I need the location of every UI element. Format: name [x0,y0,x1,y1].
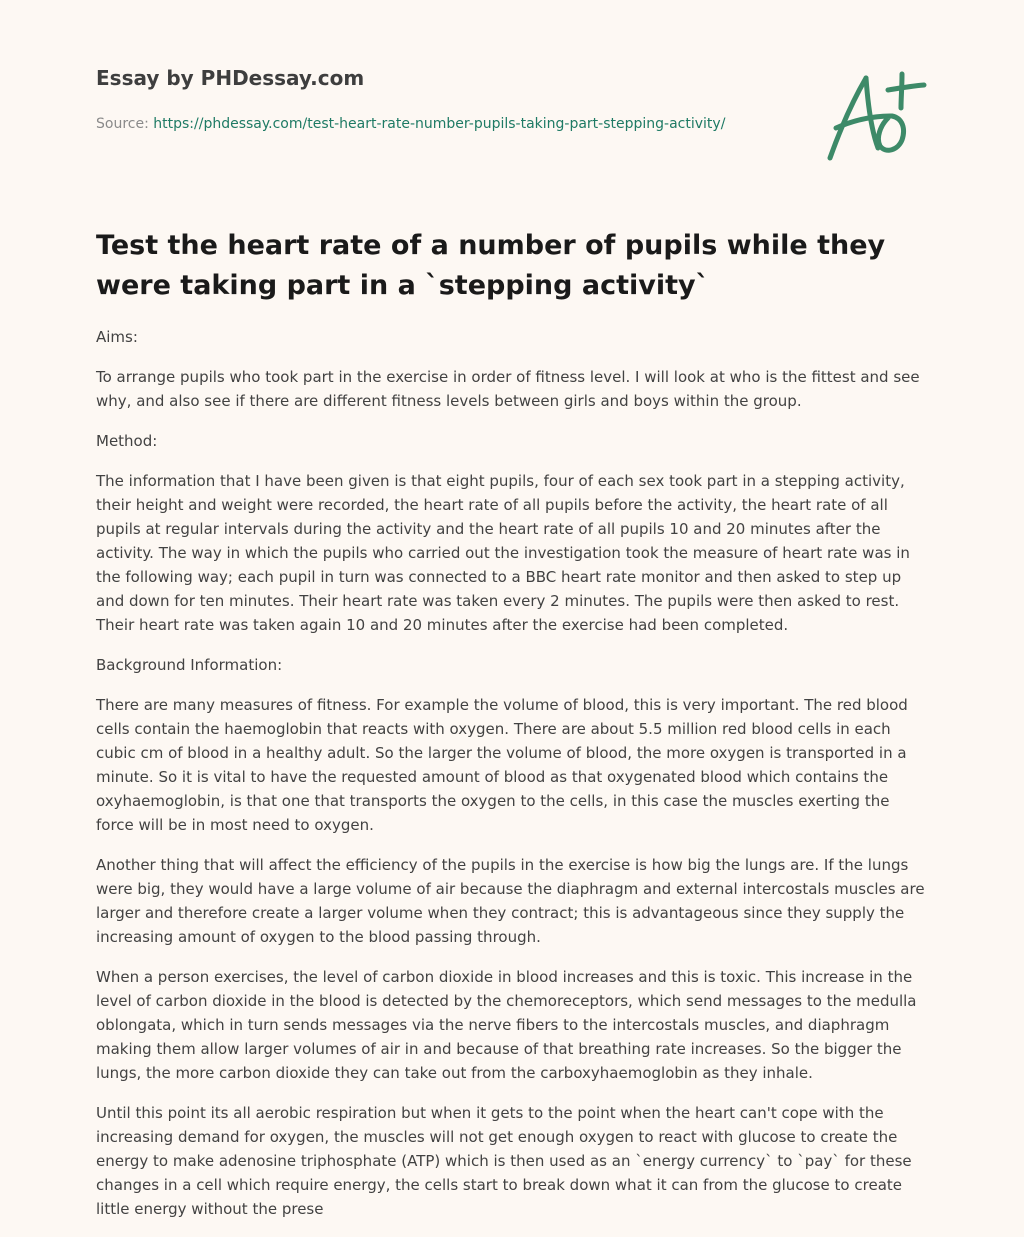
paragraph-aerobic: Until this point its all aerobic respiration but when it gets to the point when the heart can't cope with the increasing demand for oxygen, the muscles will not get enough oxygen to react with glucose to create the energy to make adenosine triphosphate (ATP) which is then used as an `energy currency` to `pay` for these changes in a cell which require energy, the cells start to break down what it can from the glucose to create little energy without the prese [96,1104,912,1218]
site-brand: Essay by PHDessay.com [96,66,365,90]
section-heading-aims: Aims: [96,328,138,346]
essay-body [96,325,930,1237]
paragraph-method: The information that I have been given is that eight pupils, four of each sex took part in a stepping activity, their height and weight were recorded, the heart rate of all pupils before the activity, the heart rate of all pupils at regular intervals during the activity and the heart rate of all pupils 10 and 20 minutes after the activity. The way in which the pupils who carried out the investigation took the measure of heart rate was in the following way; each pupil in turn was connected to a BBC heart rate monitor and then asked to step up and down for ten minutes. Their heart rate was taken every 2 minutes. The pupils were then asked to rest. Their heart rate was taken again 10 and 20 minutes after the exercise had been completed. [96,472,910,634]
paragraph-lungs: Another thing that will affect the efficiency of the pupils in the exercise is how big the lungs are. If the lungs were big, they would have a large volume of air because the diaphragm and external intercostals muscles are larger and therefore create a larger volume when they contract; this is advantageous since they supply the increasing amount of oxygen to the blood passing through. [96,856,925,946]
page-header [96,64,736,136]
paragraph-blood-volume: There are many measures of fitness. For example the volume of blood, this is very important. The red blood cells contain the haemoglobin that reacts with oxygen. There are about 5.5 million red blood cells in each cubic cm of blood in a healthy adult. So the larger the volume of blood, the more oxygen is transported in a minute. So it is vital to have the requested amount of blood as that oxygenated blood which contains the oxyhaemoglobin, is that one that transports the oxygen to the cells, in this case the muscles exerting the force will be in most need to oxygen. [96,696,908,834]
paragraph-carbon-dioxide: When a person exercises, the level of carbon dioxide in blood increases and this is toxic. This increase in the level of carbon dioxide in the blood is detected by the chemoreceptors, which send messages to the medulla oblongata, which in turn sends messages via the nerve fibers to the intercostals muscles, and diaphragm making them allow larger volumes of air in and because of that breathing rate increases. So the bigger the lungs, the more carbon dioxide they can take out from the carboxyhaemoglobin as they inhale. [96,968,917,1082]
a-plus-logo-icon [822,66,932,166]
paragraph-aims: To arrange pupils who took part in the exercise in order of fitness level. I will look at who is the fittest and see why, and also see if there are different fitness levels between girls and boys within the group. [96,368,920,410]
source-label: Source: [96,116,154,132]
source-line [96,112,736,136]
section-heading-method: Method: [96,432,158,450]
source-link[interactable]: https://phdessay.com/test-heart-rate-number-pupils-taking-part-stepping-activity/ [153,116,726,132]
essay-title: Test the heart rate of a number of pupils while they were taking part in a `stepping activity` [96,230,886,301]
section-heading-background: Background Information: [96,656,283,674]
